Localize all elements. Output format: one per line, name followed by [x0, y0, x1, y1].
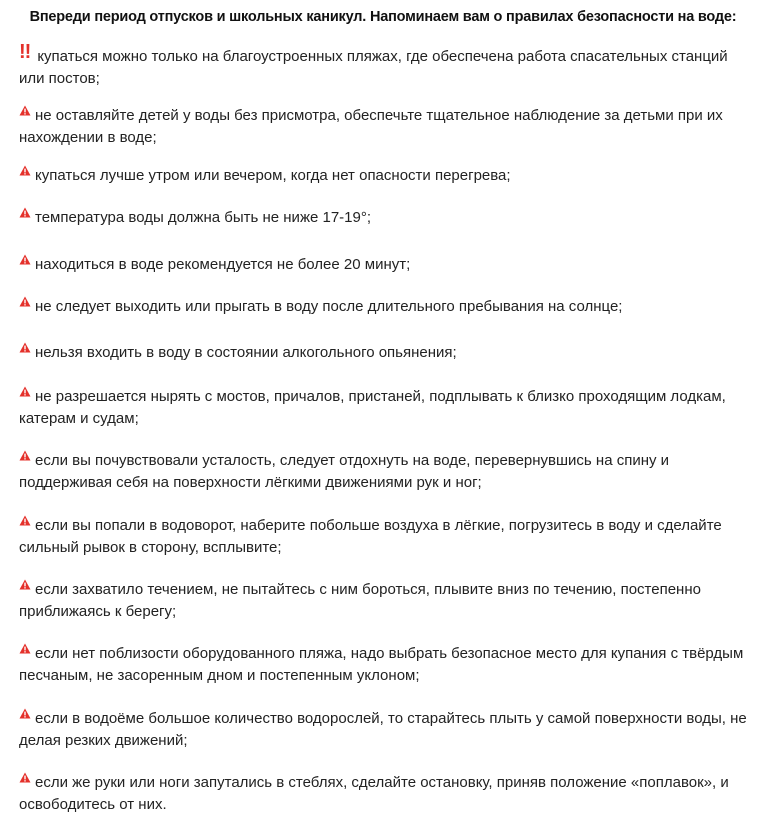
warning-triangle-icon — [19, 643, 31, 665]
list-item-text: не следует выходить или прыгать в воду после длительного пребывания на солнце; — [35, 298, 623, 315]
list-item-text: купаться лучше утром или вечером, когда нет опасности перегрева; — [35, 167, 511, 184]
list-item — [19, 772, 754, 815]
list-item-text: если вы почувствовали усталость, следует отдохнуть на воде, перевернувшись на спину и поддерживая себя на поверхности лёгкими движениями рук и ног; — [19, 452, 670, 491]
list-item — [19, 386, 754, 429]
warning-triangle-icon — [19, 254, 31, 276]
list-item — [19, 41, 754, 89]
list-item — [19, 207, 754, 229]
warning-triangle-icon — [19, 386, 31, 408]
warning-triangle-icon — [19, 708, 31, 730]
list-item-text: если вы попали в водоворот, наберите побольше воздуха в лёгкие, погрузитесь в воду и сделайте сильный рывок в сторону, всплывите; — [19, 517, 722, 556]
warning-triangle-icon — [19, 515, 31, 537]
list-item — [19, 296, 754, 318]
list-item — [19, 708, 754, 751]
list-item — [19, 342, 754, 364]
list-item — [19, 579, 754, 622]
warning-triangle-icon — [19, 165, 31, 187]
list-item — [19, 165, 754, 187]
list-item-text: не разрешается нырять с мостов, причалов, пристаней, подплывать к близко проходящим лодкам, катерам и судам; — [19, 388, 726, 427]
warning-triangle-icon — [19, 342, 31, 364]
list-item — [19, 515, 754, 558]
list-item-text: если нет поблизости оборудованного пляжа, надо выбрать безопасное место для купания с твёрдым песчаным, не засоренным дном и постепенным уклоном; — [19, 645, 744, 684]
double-exclamation-icon: !! — [19, 41, 31, 63]
list-item — [19, 450, 754, 493]
warning-triangle-icon — [19, 105, 31, 127]
list-item-text: если захватило течением, не пытайтесь с ним бороться, плывите вниз по течению, постепенно приближаясь к берегу; — [19, 581, 701, 620]
document-heading: Впереди период отпусков и школьных каникул. Напоминаем вам о правилах безопасности на воде: — [29, 9, 737, 25]
list-item — [19, 254, 754, 276]
list-item-text: если же руки или ноги запутались в стеблях, сделайте остановку, приняв положение «поплавок», и освободитесь от них. — [19, 774, 729, 813]
warning-triangle-icon — [19, 579, 31, 601]
list-item-text: купаться можно только на благоустроенных пляжах, где обеспечена работа спасательных станций или постов; — [19, 48, 728, 87]
list-item-text: температура воды должна быть не ниже 17-19°; — [35, 209, 372, 226]
warning-triangle-icon — [19, 772, 31, 794]
list-item-text: нельзя входить в воду в состоянии алкогольного опьянения; — [35, 344, 457, 361]
list-item — [19, 643, 754, 686]
list-item-text: находиться в воде рекомендуется не более 20 минут; — [35, 256, 411, 273]
warning-triangle-icon — [19, 207, 31, 229]
list-item-text: не оставляйте детей у воды без присмотра, обеспечьте тщательное наблюдение за детьми при их нахождении в воде; — [19, 107, 723, 146]
warning-triangle-icon — [19, 296, 31, 318]
list-item — [19, 105, 754, 148]
list-item-text: если в водоёме большое количество водорослей, то старайтесь плыть у самой поверхности воды, не делая резких движений; — [19, 710, 747, 749]
warning-triangle-icon — [19, 450, 31, 472]
